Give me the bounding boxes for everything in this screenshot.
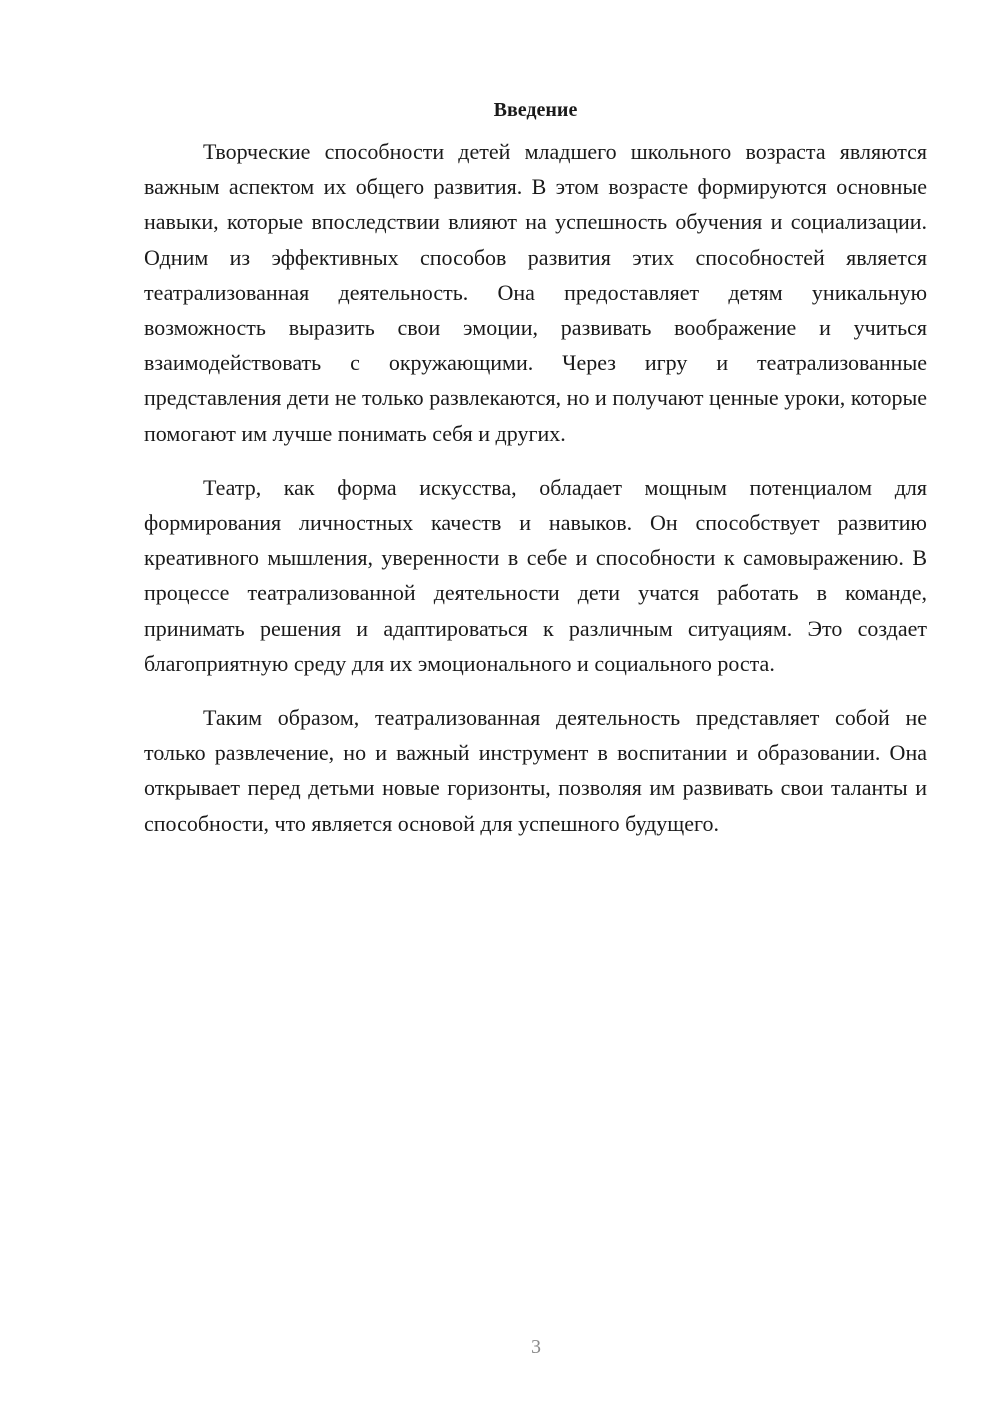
section-title: Введение — [493, 99, 578, 121]
intro-paragraph-2: Театр, как форма искусства, обладает мощным потенциалом для формирования личностных качеств и навыков. Он способствует развитию креативного мышления, уверенности в себе и способности к самовыражению. В процессе театрализованной деятельности дети учатся работать в команде, принимать решения и адаптироваться к различным ситуациям. Это создает благоприятную среду для их эмоционального и социального роста. — [144, 474, 927, 676]
intro-paragraph-1: Творческие способности детей младшего школьного возраста являются важным аспектом их общего развития. В этом возрасте формируются основные навыки, которые впоследствии влияют на успешность обучения и социализации. Одним из эффективных способов развития этих способностей является театрализованная деятельность. Она предоставляет детям уникальную возможность выразить свои эмоции, развивать воображение и учиться взаимодействовать с окружающими. Через игру и театрализованные представления дети не только развлекаются, но и получают ценные уроки, которые помогают им лучше понимать себя и других. — [144, 139, 927, 446]
intro-paragraph-3: Таким образом, театрализованная деятельность представляет собой не только развлечение, но и важный инструмент в воспитании и образовании. Она открывает перед детьми новые горизонты, позволяя им развивать свои таланты и способности, что является основой для успешного будущего. — [144, 705, 927, 836]
page-content — [144, 96, 927, 841]
page-number: 3 — [531, 1336, 541, 1358]
